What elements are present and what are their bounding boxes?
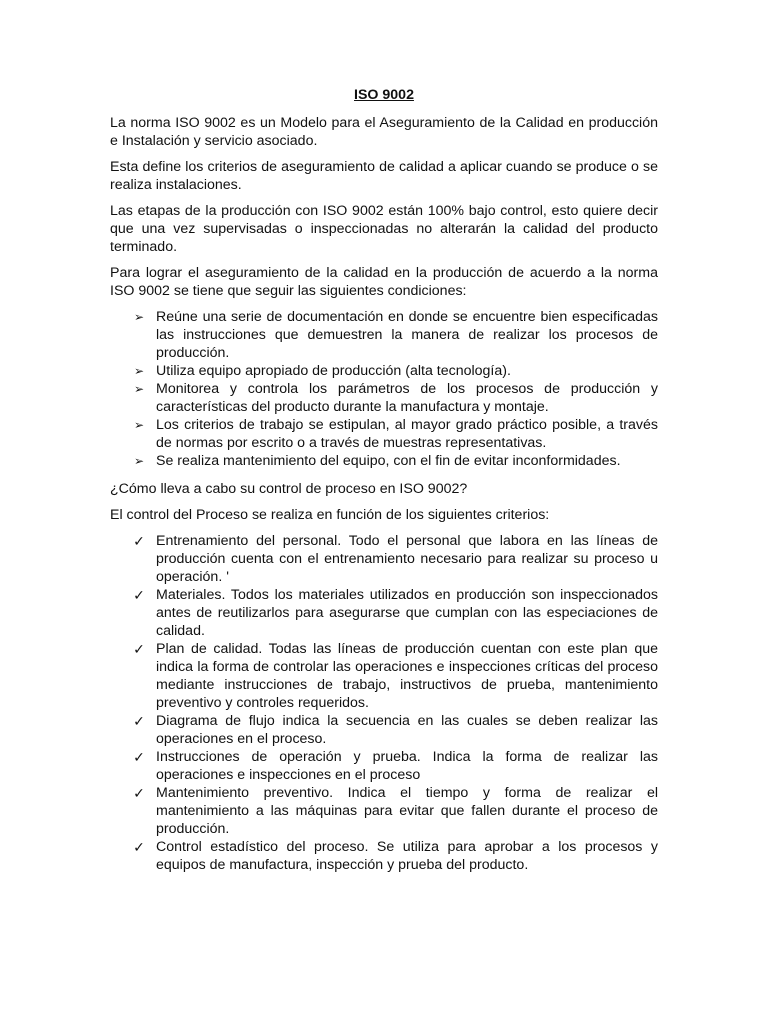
list-item — [110, 712, 658, 748]
list-item — [110, 748, 658, 784]
document-page — [110, 86, 658, 884]
list-item — [110, 532, 658, 586]
arrow-bullet-icon: ➢ — [133, 310, 145, 324]
list-item — [110, 452, 658, 470]
condition-text: Utiliza equipo apropiado de producción (alta tecnología). — [156, 363, 511, 379]
criterion-text: Instrucciones de operación y prueba. Indica la forma de realizar las operaciones e inspecciones en el proceso — [156, 749, 658, 783]
condition-text: Monitorea y controla los parámetros de los procesos de producción y características del producto durante la manufactura y montaje. — [156, 381, 658, 415]
criterion-text: Entrenamiento del personal. Todo el personal que labora en las líneas de producción cuenta con el entrenamiento necesario para realizar su proceso u operación. ' — [156, 533, 658, 585]
list-item — [110, 416, 658, 452]
checkmark-icon: ✓ — [133, 839, 145, 855]
criterion-text: Diagrama de flujo indica la secuencia en las cuales se deben realizar las operaciones en el proceso. — [156, 713, 658, 747]
checkmark-icon: ✓ — [133, 641, 145, 657]
arrow-bullet-icon: ➢ — [133, 418, 145, 432]
criterion-text: Materiales. Todos los materiales utilizados en producción son inspeccionados antes de reutilizarlos para asegurarse que cumplan con las especiaciones de calidad. — [156, 587, 658, 639]
criteria-list — [110, 532, 658, 874]
criterion-text: Mantenimiento preventivo. Indica el tiempo y forma de realizar el mantenimiento a las máquinas para evitar que fallen durante el proceso de producción. — [156, 785, 658, 837]
arrow-bullet-icon: ➢ — [133, 382, 145, 396]
arrow-bullet-icon: ➢ — [133, 454, 145, 468]
condition-text: Los criterios de trabajo se estipulan, al mayor grado práctico posible, a través de normas por escrito o a través de muestras representativas. — [156, 417, 658, 451]
list-item — [110, 586, 658, 640]
condition-text: Se realiza mantenimiento del equipo, con el fin de evitar inconformidades. — [156, 453, 621, 469]
list-item — [110, 380, 658, 416]
criterion-text: Plan de calidad. Todas las líneas de producción cuentan con este plan que indica la forma de controlar las operaciones e inspecciones críticas del proceso mediante instrucciones de trabajo, instructivos de prueba, mantenimiento preventivo y controles requeridos. — [156, 641, 658, 711]
checkmark-icon: ✓ — [133, 713, 145, 729]
process-question: ¿Cómo lleva a cabo su control de proceso en ISO 9002? — [110, 481, 468, 497]
criterion-text: Control estadístico del proceso. Se utiliza para aprobar a los procesos y equipos de manufactura, inspección y prueba del producto. — [156, 839, 658, 873]
arrow-bullet-icon: ➢ — [133, 364, 145, 378]
condition-text: Reúne una serie de documentación en donde se encuentre bien especificadas las instrucciones que demuestren la manera de realizar los procesos de producción. — [156, 309, 658, 361]
list-item — [110, 838, 658, 874]
intro-paragraph-3: Las etapas de la producción con ISO 9002 están 100% bajo control, esto quiere decir que una vez supervisadas o inspeccionadas no alterarán la calidad del producto terminado. — [110, 203, 658, 255]
conditions-list — [110, 308, 658, 470]
intro-paragraph-1: La norma ISO 9002 es un Modelo para el Aseguramiento de la Calidad en producción e Instalación y servicio asociado. — [110, 115, 658, 149]
criteria-intro: El control del Proceso se realiza en función de los siguientes criterios: — [110, 507, 550, 523]
list-item — [110, 784, 658, 838]
list-item — [110, 308, 658, 362]
intro-paragraph-4: Para lograr el aseguramiento de la calidad en la producción de acuerdo a la norma ISO 9002 se tiene que seguir las siguientes condiciones: — [110, 265, 658, 299]
checkmark-icon: ✓ — [133, 533, 145, 549]
document-title: ISO 9002 — [354, 87, 414, 103]
list-item — [110, 362, 658, 380]
intro-paragraph-2: Esta define los criterios de aseguramiento de calidad a aplicar cuando se produce o se realiza instalaciones. — [110, 159, 658, 193]
list-item — [110, 640, 658, 712]
checkmark-icon: ✓ — [133, 785, 145, 801]
checkmark-icon: ✓ — [133, 749, 145, 765]
checkmark-icon: ✓ — [133, 587, 145, 603]
